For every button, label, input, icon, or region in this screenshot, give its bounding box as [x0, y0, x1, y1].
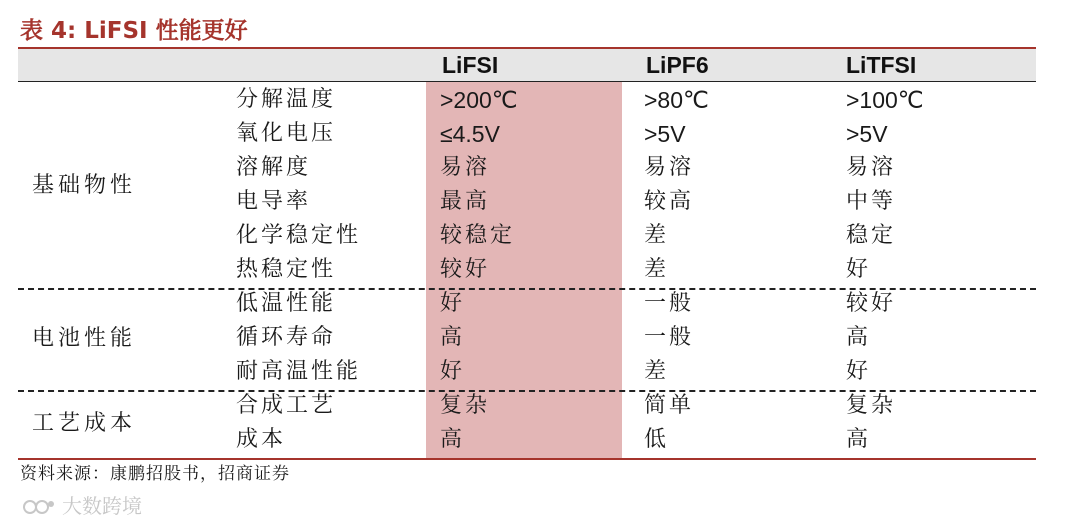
property-label: 循环寿命	[236, 325, 337, 350]
watermark-text: 大数跨境	[62, 494, 142, 518]
property-label: 热稳定性	[236, 257, 337, 282]
value-cell-litfsi: 高	[846, 427, 872, 452]
property-label: 溶解度	[236, 155, 312, 180]
category-label: 工艺成本	[32, 411, 137, 436]
value-cell-lifsi: 复杂	[440, 393, 491, 418]
group-divider	[18, 390, 1036, 392]
property-label: 氧化电压	[236, 121, 337, 146]
value-cell-litfsi: >5V	[846, 121, 888, 147]
value-cell-lifsi: 好	[440, 291, 466, 316]
property-label: 成本	[236, 427, 287, 452]
value-cell-lipf6: 差	[644, 257, 670, 282]
property-label: 低温性能	[236, 291, 337, 316]
header-rule	[18, 81, 1036, 82]
value-cell-lifsi: 易溶	[440, 155, 491, 180]
value-cell-litfsi: 好	[846, 257, 872, 282]
value-cell-lipf6: 较高	[644, 189, 695, 214]
property-label: 化学稳定性	[236, 223, 362, 248]
property-label: 分解温度	[236, 87, 337, 112]
value-cell-lifsi: >200℃	[440, 87, 518, 113]
value-cell-litfsi: 易溶	[846, 155, 897, 180]
category-label: 电池性能	[32, 326, 137, 351]
value-cell-litfsi: 好	[846, 359, 872, 384]
source-note: 资料来源：康鹏招股书，招商证券	[20, 464, 290, 484]
value-cell-lipf6: 低	[644, 427, 670, 452]
value-cell-litfsi: 复杂	[846, 393, 897, 418]
value-cell-lifsi: 最高	[440, 189, 491, 214]
watermark	[22, 492, 142, 520]
column-header-lifsi: LiFSI	[442, 52, 499, 78]
category-label: 基础物性	[32, 173, 137, 198]
column-header-litfsi: LiTFSI	[846, 52, 917, 78]
property-label: 电导率	[236, 189, 312, 214]
value-cell-lifsi: 较稳定	[440, 223, 516, 248]
value-cell-litfsi: >100℃	[846, 87, 924, 113]
property-label: 耐高温性能	[236, 359, 362, 384]
value-cell-lipf6: >5V	[644, 121, 686, 147]
value-cell-litfsi: 较好	[846, 291, 897, 316]
value-cell-lipf6: 一般	[644, 291, 695, 316]
value-cell-lifsi: 好	[440, 359, 466, 384]
value-cell-lifsi: ≤4.5V	[440, 121, 500, 147]
value-cell-lifsi: 较好	[440, 257, 491, 282]
value-cell-litfsi: 稳定	[846, 223, 897, 248]
property-label: 合成工艺	[236, 393, 337, 418]
table-title: 表 4: LiFSI 性能更好	[20, 18, 248, 44]
value-cell-lifsi: 高	[440, 427, 466, 452]
column-header-lipf6: LiPF6	[646, 52, 709, 78]
value-cell-lipf6: 差	[644, 359, 670, 384]
value-cell-lipf6: >80℃	[644, 87, 709, 113]
value-cell-lipf6: 差	[644, 223, 670, 248]
value-cell-litfsi: 高	[846, 325, 872, 350]
value-cell-lipf6: 易溶	[644, 155, 695, 180]
value-cell-lipf6: 一般	[644, 325, 695, 350]
value-cell-lipf6: 简单	[644, 393, 695, 418]
watermark-logo-icon	[22, 495, 56, 517]
value-cell-litfsi: 中等	[846, 189, 897, 214]
group-divider	[18, 288, 1036, 290]
value-cell-lifsi: 高	[440, 325, 466, 350]
